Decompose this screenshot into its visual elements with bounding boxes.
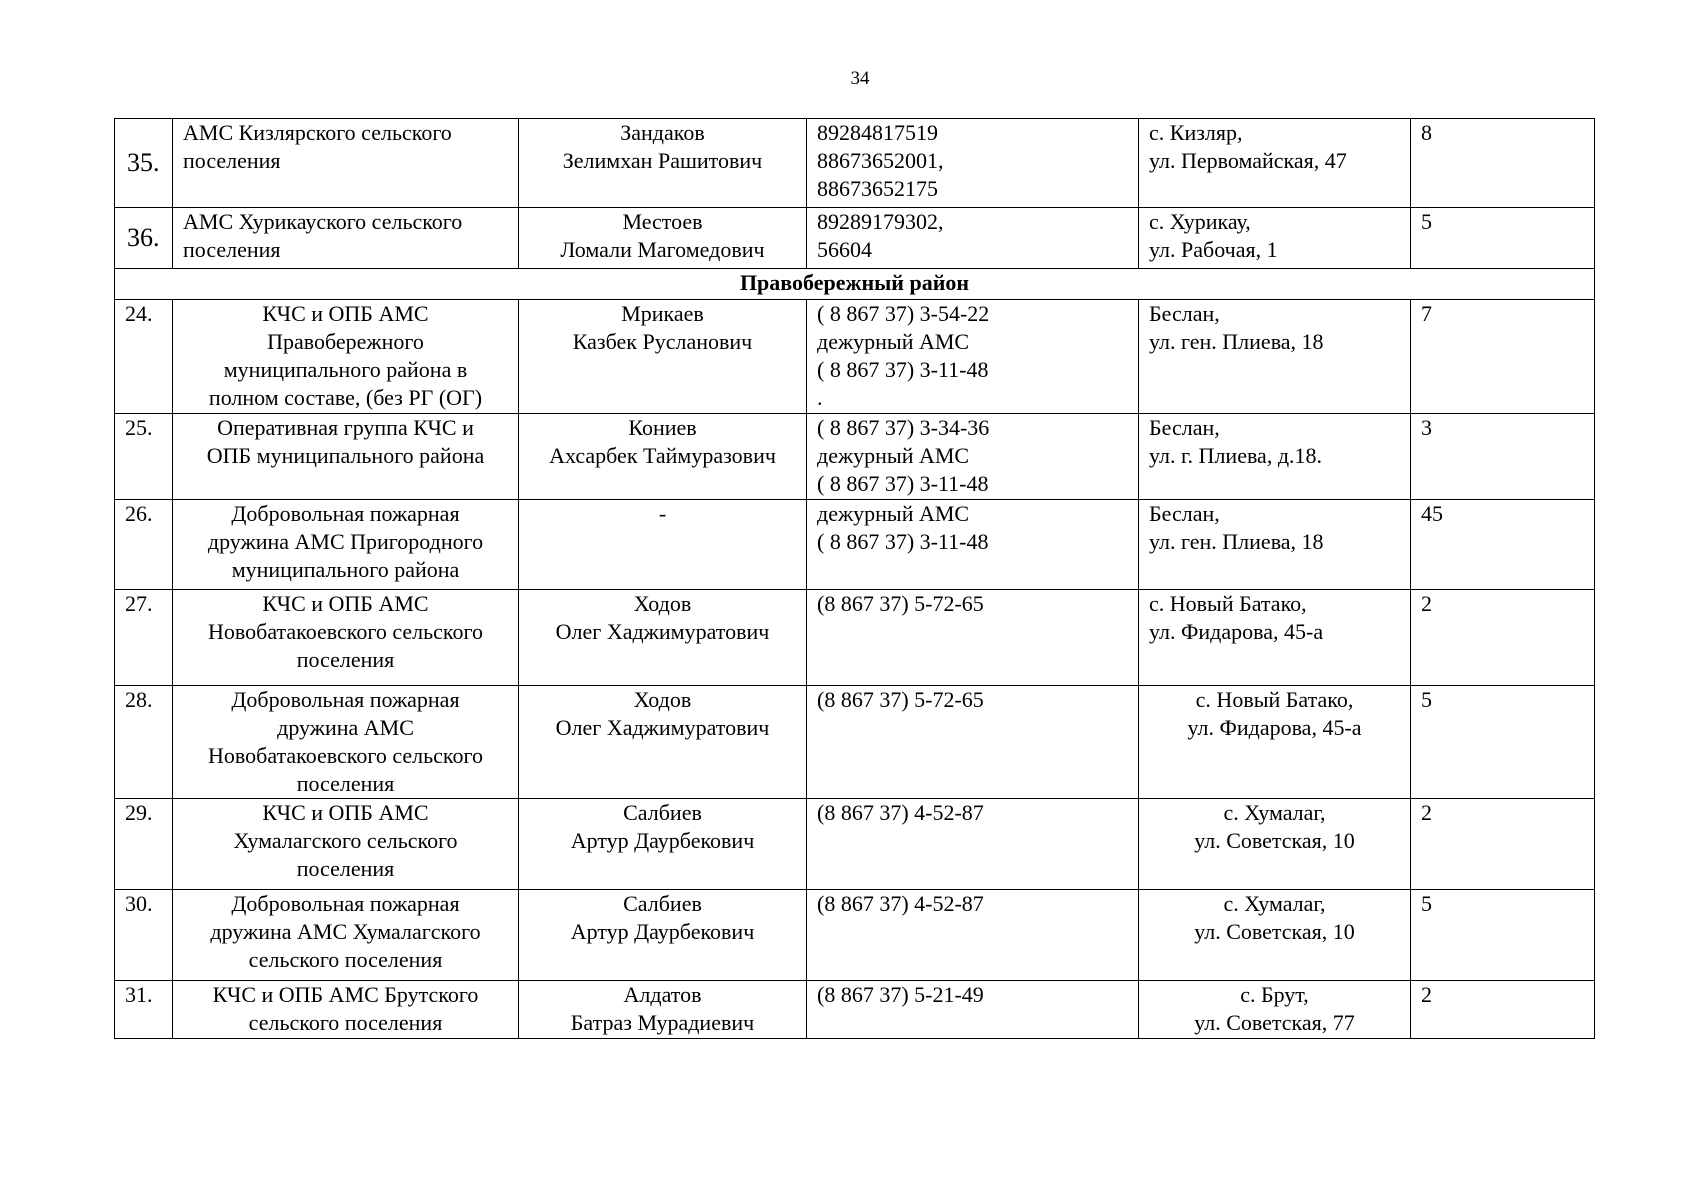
organization-cell-line: муниципального района <box>231 557 460 582</box>
organization-cell <box>173 799 519 890</box>
table-row <box>115 686 1595 799</box>
phone-cell <box>807 981 1139 1039</box>
organization-cell-line: Новобатакоевского сельского <box>208 619 483 644</box>
address-cell-line: Беслан, <box>1149 301 1220 326</box>
address-cell-line: Беслан, <box>1149 415 1220 440</box>
address-cell <box>1139 300 1411 414</box>
organization-cell <box>173 500 519 590</box>
address-cell-line: ул. Первомайская, 47 <box>1149 148 1347 173</box>
person-cell-line: - <box>658 501 667 526</box>
phone-cell <box>807 119 1139 208</box>
count-cell: 8 <box>1411 119 1595 208</box>
address-cell <box>1139 119 1411 208</box>
phone-cell-line: 88673652175 <box>817 176 938 201</box>
organization-cell-line: Оперативная группа КЧС и <box>217 415 474 440</box>
person-cell-line: Ходов <box>633 687 692 712</box>
organization-cell-line: полном составе, (без РГ (ОГ) <box>208 385 483 410</box>
address-cell-line: ул. ген. Плиева, 18 <box>1149 529 1324 554</box>
phone-cell <box>807 799 1139 890</box>
organization-cell-line: АМС Кизлярского сельского <box>183 120 452 145</box>
row-number: 28. <box>115 686 173 799</box>
address-cell-line: с. Хурикау, <box>1149 209 1251 234</box>
phone-cell-line: (8 867 37) 4-52-87 <box>817 800 984 825</box>
organization-cell-line: Добровольная пожарная <box>231 501 460 526</box>
phone-cell-line: (8 867 37) 4-52-87 <box>817 891 984 916</box>
count-cell: 2 <box>1411 799 1595 890</box>
table-row <box>115 890 1595 981</box>
phone-cell <box>807 300 1139 414</box>
row-number: 36. <box>115 208 173 269</box>
organization-cell-line: муниципального района в <box>223 357 468 382</box>
row-number: 27. <box>115 590 173 686</box>
address-cell <box>1139 500 1411 590</box>
address-cell <box>1139 590 1411 686</box>
table-body <box>115 119 1595 1039</box>
organization-cell-line: сельского поселения <box>248 947 443 972</box>
organization-cell-line: сельского поселения <box>248 1010 443 1035</box>
person-cell-line: Салбиев <box>623 891 702 916</box>
address-cell-line: ул. Фидарова, 45-а <box>1187 715 1362 740</box>
organization-cell-line: КЧС и ОПБ АМС <box>262 800 429 825</box>
phone-cell <box>807 686 1139 799</box>
organization-cell-line: дружина АМС Пригородного <box>207 529 484 554</box>
person-cell-line: Батраз Мурадиевич <box>570 1010 755 1035</box>
phone-cell <box>807 890 1139 981</box>
phone-cell-line: дежурный АМС <box>817 443 970 468</box>
phone-cell-line: дежурный АМС <box>817 501 970 526</box>
phone-cell-line: (8 867 37) 5-21-49 <box>817 982 984 1007</box>
organization-cell-line: поселения <box>296 647 395 672</box>
section-title: Правобережный район <box>115 269 1595 300</box>
organization-cell <box>173 686 519 799</box>
phone-cell <box>807 590 1139 686</box>
address-cell <box>1139 890 1411 981</box>
person-cell <box>519 686 807 799</box>
table-row <box>115 590 1595 686</box>
phone-cell <box>807 500 1139 590</box>
address-cell-line: ул. Рабочая, 1 <box>1149 237 1278 262</box>
phone-cell-line: ( 8 867 37) 3-54-22 <box>817 301 990 326</box>
address-cell <box>1139 799 1411 890</box>
row-number: 24. <box>115 300 173 414</box>
organization-cell <box>173 590 519 686</box>
phone-cell-line: (8 867 37) 5-72-65 <box>817 591 984 616</box>
person-cell-line: Артур Даурбекович <box>570 828 755 853</box>
address-cell-line: с. Хумалаг, <box>1223 891 1326 916</box>
count-cell: 2 <box>1411 981 1595 1039</box>
table-row <box>115 300 1595 414</box>
row-number: 30. <box>115 890 173 981</box>
organization-cell <box>173 119 519 208</box>
organization-cell <box>173 300 519 414</box>
table-row <box>115 799 1595 890</box>
person-cell-line: Ходов <box>633 591 692 616</box>
table-row <box>115 981 1595 1039</box>
count-cell: 5 <box>1411 686 1595 799</box>
person-cell <box>519 300 807 414</box>
person-cell <box>519 119 807 208</box>
person-cell <box>519 590 807 686</box>
organization-cell-line: дружина АМС <box>277 715 414 740</box>
person-cell <box>519 208 807 269</box>
organization-cell-line: поселения <box>296 771 395 796</box>
address-cell-line: ул. Советская, 10 <box>1194 919 1355 944</box>
address-cell-line: Беслан, <box>1149 501 1220 526</box>
count-cell: 7 <box>1411 300 1595 414</box>
address-cell-line: с. Кизляр, <box>1149 120 1243 145</box>
organization-cell-line: поселения <box>183 237 281 262</box>
person-cell-line: Алдатов <box>623 982 702 1007</box>
phone-cell-line: 56604 <box>817 237 872 262</box>
address-cell <box>1139 414 1411 500</box>
row-number: 25. <box>115 414 173 500</box>
address-cell-line: с. Хумалаг, <box>1223 800 1326 825</box>
row-number: 26. <box>115 500 173 590</box>
phone-cell <box>807 208 1139 269</box>
phone-cell-line: дежурный АМС <box>817 329 970 354</box>
count-cell: 3 <box>1411 414 1595 500</box>
phone-cell-line: ( 8 867 37) 3-11-48 <box>817 357 989 382</box>
phone-cell-line: (8 867 37) 5-72-65 <box>817 687 984 712</box>
person-cell-line: Зелимхан Рашитович <box>562 148 763 173</box>
organization-cell-line: Добровольная пожарная <box>231 891 460 916</box>
person-cell <box>519 414 807 500</box>
person-cell-line: Местоев <box>622 209 703 234</box>
organization-cell-line: КЧС и ОПБ АМС <box>262 591 429 616</box>
section-header-row <box>115 269 1595 300</box>
address-cell-line: ул. Советская, 77 <box>1194 1010 1355 1035</box>
row-number: 35. <box>115 119 173 208</box>
organization-cell-line: Хумалагского сельского <box>233 828 458 853</box>
person-cell-line: Ломали Магомедович <box>560 237 765 262</box>
person-cell-line: Олег Хаджимуратович <box>555 619 770 644</box>
person-cell-line: Кониев <box>628 415 697 440</box>
person-cell <box>519 500 807 590</box>
row-number: 29. <box>115 799 173 890</box>
address-cell <box>1139 208 1411 269</box>
address-cell-line: ул. Советская, 10 <box>1194 828 1355 853</box>
phone-cell-line: 89284817519 <box>817 120 938 145</box>
person-cell-line: Ахсарбек Таймуразович <box>549 443 776 468</box>
person-cell <box>519 890 807 981</box>
count-cell: 45 <box>1411 500 1595 590</box>
table-row <box>115 119 1595 208</box>
count-cell: 5 <box>1411 890 1595 981</box>
address-cell-line: ул. г. Плиева, д.18. <box>1149 443 1323 468</box>
address-cell-line: с. Брут, <box>1240 982 1309 1007</box>
person-cell <box>519 981 807 1039</box>
person-cell-line: Салбиев <box>623 800 702 825</box>
table-row <box>115 414 1595 500</box>
organization-cell <box>173 208 519 269</box>
organization-cell-line: дружина АМС Хумалагского <box>210 919 481 944</box>
address-cell <box>1139 686 1411 799</box>
organization-cell <box>173 981 519 1039</box>
phone-cell-line: . <box>817 385 823 410</box>
organization-cell-line: ОПБ муниципального района <box>206 443 485 468</box>
organization-cell-line: КЧС и ОПБ АМС <box>262 301 429 326</box>
person-cell-line: Мрикаев <box>621 301 704 326</box>
phone-cell-line: ( 8 867 37) 3-34-36 <box>817 415 990 440</box>
address-cell-line: с. Новый Батако, <box>1149 591 1307 616</box>
organizations-table <box>114 118 1595 1039</box>
address-cell <box>1139 981 1411 1039</box>
phone-cell-line: 88673652001, <box>817 148 944 173</box>
person-cell-line: Казбек Русланович <box>572 329 753 354</box>
address-cell-line: с. Новый Батако, <box>1195 687 1354 712</box>
organization-cell-line: Правобережного <box>267 329 424 354</box>
address-cell-line: ул. ген. Плиева, 18 <box>1149 329 1324 354</box>
phone-cell <box>807 414 1139 500</box>
count-cell: 5 <box>1411 208 1595 269</box>
row-number: 31. <box>115 981 173 1039</box>
count-cell: 2 <box>1411 590 1595 686</box>
organization-cell <box>173 890 519 981</box>
page-number: 34 <box>850 68 870 89</box>
organization-cell-line: Новобатакоевского сельского <box>208 743 483 768</box>
table-row <box>115 500 1595 590</box>
organization-cell-line: КЧС и ОПБ АМС Брутского <box>212 982 479 1007</box>
person-cell-line: Зандаков <box>620 120 705 145</box>
phone-cell-line: 89289179302, <box>817 209 944 234</box>
person-cell <box>519 799 807 890</box>
organization-cell-line: Добровольная пожарная <box>231 687 460 712</box>
person-cell-line: Артур Даурбекович <box>570 919 755 944</box>
phone-cell-line: ( 8 867 37) 3-11-48 <box>817 471 989 496</box>
organization-cell-line: поселения <box>296 856 395 881</box>
organization-cell <box>173 414 519 500</box>
phone-cell-line: ( 8 867 37) 3-11-48 <box>817 529 989 554</box>
organization-cell-line: АМС Хурикауского сельского <box>183 209 463 234</box>
address-cell-line: ул. Фидарова, 45-а <box>1149 619 1324 644</box>
person-cell-line: Олег Хаджимуратович <box>555 715 770 740</box>
organization-cell-line: поселения <box>183 148 281 173</box>
table-row <box>115 208 1595 269</box>
